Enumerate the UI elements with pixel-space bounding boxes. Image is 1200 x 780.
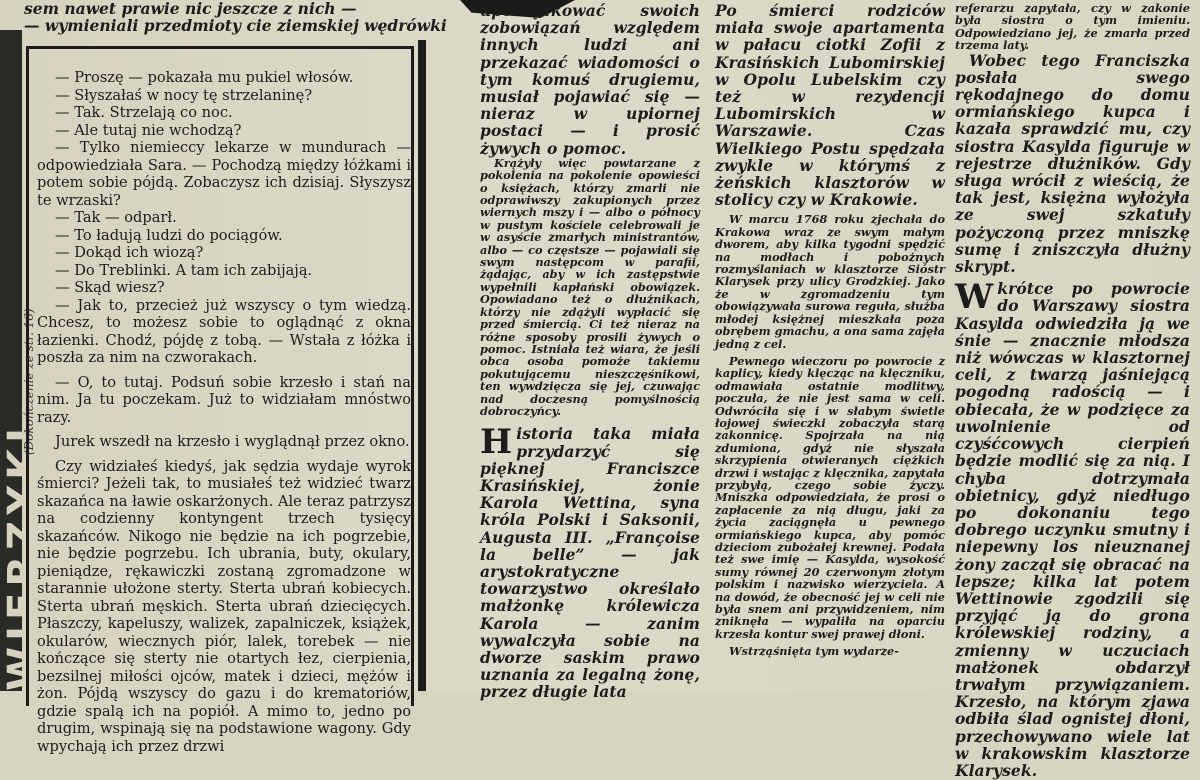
- tail-line-1: sem nawet prawie nic jeszcze z nich —: [24, 0, 357, 18]
- story-text: istoria taka miała przydarzyć się pięknej Franciszce Krasińskiej, żonie Karola Wettina, syna króla Polski i Saksonii, Augusta III. „Françoise la belle” — jak arystokratyczne towarzystwo określało małżonkę królewicza Karola — zanim wywalczyła sobie na dworze saskim prawo uznania za legalną żonę, przez długie lata: [480, 424, 700, 702]
- article-column-2: [715, 2, 945, 658]
- dialog-line: — Skąd wiesz?: [55, 279, 165, 296]
- tail-line-2: — wymieniali przedmioty cie ziemskiej wędrówki: [24, 16, 447, 35]
- continuation-note: (Dokończenie ze str. 16): [22, 308, 36, 455]
- column-small-text: referarzu zapytała, czy w zakonie była siostra o tym imieniu. Odpowiedziano jej, że zmarła przed trzema laty.: [955, 1, 1190, 53]
- article-frame-rule: [418, 40, 426, 691]
- story-text: krótce po powrocie do Warszawy siostra Kasylda odwiedziła ją we śnie — znacznie młodsza niż wówczas w klasztornej celi, z twarzą jaśniejącą pogodną radością — i obiecała, że w podzięce za uwolnienie od czyśćcowych cierpień będzie modlić się za nią. I chyba dotrzymała obietnicy, gdyż niedługo po dokonaniu tego dobrego uczynku smutny i niepewny los nieuznanej żony zaczął się obracać na lepsze; kilka lat potem Wettinowie zgodzili się przyjąć ją do grona królewskiej rodziny, a zmienny w uczuciach małżonek obdarzył trwałym przywiązaniem. Krzesło, na którym zjawa odbiła ślad ognistej dłoni, przechowywano wiele lat w krakowskim klasztorze Klarysek.: [955, 279, 1190, 780]
- dialog-line: — Ale tutaj nie wchodzą?: [55, 121, 242, 139]
- article-column-3: [955, 2, 1190, 779]
- boxed-story-column: [26, 46, 414, 755]
- story-paragraph: Jurek wszedł na krzesło i wyglądnął przez okno.: [55, 433, 410, 450]
- story-paragraph: [955, 277, 1190, 780]
- dialog-line: — O, to tutaj. Podsuń sobie krzesło i stań na nim. Ja tu poczekam. Już to widziałam mnóstwo razy.: [37, 373, 411, 426]
- dialog-line: — Dokąd ich wiozą?: [55, 244, 204, 261]
- column-lead: uporządkować swoich zobowiązań względem innych ludzi ani przekazać wiadomości o tym komuś drugiemu, musiał pojawiać się — nieraz w upiornej postaci — i prosić żywych o pomoc.: [480, 1, 700, 158]
- dialog-line: — Tylko niemieccy lekarze w mundurach — odpowiedziała Sara. — Pochodzą między łóżkami i potem sobie pójdą. Zobaczysz ich dzisiaj. Słyszysz te wrzaski?: [37, 139, 411, 209]
- story-paragraph: [480, 422, 700, 702]
- dialog-line: — Słyszałaś w nocy tę strzelaninę?: [55, 86, 313, 104]
- dialog-line: — Tak. Strzelają co noc.: [55, 104, 233, 121]
- article-column-1: [480, 2, 700, 701]
- column-small-text: Krążyły więc powtarzane z pokolenia na pokolenie opowieści o księżach, którzy zmarli nie odprawiwszy zakupionych przez wiernych mszy i — albo o północy w pustym kościele celebrowali je w asyście zmarłych ministrantów, albo — co częstsze — pojawiali się swym następcom w parafii, żądając, aby w ich zastępstwie wypełnili kapłański obowiązek. Opowiadano też o dłużnikach, którzy nie zdążyli wypłacić się przed śmiercią. Ci też nieraz na różne sposoby prosili żywych o pomoc. Istniała też wiara, że jeśli obca osoba pomoże takiemu pokutującemu nieszczęśnikowi, ten wywdzięcza się jej, czuwając nad doczesną pomyślnością dobroczyńcy.: [480, 155, 700, 418]
- drop-cap: W: [955, 277, 994, 318]
- column-small-text: W marcu 1768 roku zjechała do Krakowa wraz ze swym małym dworem, aby kilka tygodni spędzić na modłach i pobożnych rozmyślaniach w klasztorze Sióstr Klarysek przy ulicy Grodzkiej. Jako że w zgromadzeniu tym obowiązywała surowa reguła, służba młodej księżnej mieszkała poza obrębem gmachu, a ona sama zajęła jedną z cel.: [715, 212, 945, 351]
- drop-cap: H: [480, 422, 513, 463]
- dialog-line: — Do Treblinki. A tam ich zabijają.: [55, 261, 313, 279]
- dialog-line: — Tak — odparł.: [55, 209, 177, 226]
- banner-title: WIERZYKI: [0, 422, 46, 691]
- previous-article-tail: [24, 0, 454, 34]
- dialog-line: — Jak to, przecież już wszyscy o tym wiedzą. Chcesz, to możesz sobie to oglądnąć z okna łazienki. Chodź, pójdę z tobą. — Wstała z łóżka i poszła za nim na czworakach.: [37, 296, 411, 366]
- dialog-line: — Proszę — pokazała mu pukiel włosów.: [55, 69, 354, 86]
- column-lead: Wobec tego Franciszka posłała swego rękodajnego do domu ormiańskiego kupca i kazała sprawdzić mu, czy siostra Kasylda figuruje w rejestrze dłużników. Gdy sługa wrócił z wieścią, że tak jest, księżna wyłożyła ze swej szkatuły pożyczoną przez mniszkę sumę i zniszczyła dłużny skrypt.: [955, 50, 1190, 277]
- dialog-line: — To ładują ludzi do pociągów.: [55, 226, 283, 244]
- column-lead: Po śmierci rodziców miała swoje apartamenta w pałacu ciotki Zofii z Krasińskich Lubomirskiej w Opolu Lubelskim czy też w rezydencji Lubomirskich w Warszawie. Czas Wielkiego Postu spędzała zwykle w którymś z żeńskich klasztorów w stolicy czy w Krakowie.: [715, 1, 945, 210]
- column-small-text: Pewnego wieczoru po powrocie z kaplicy, kiedy klęcząc na klęczniku, odmawiała ostatnie modlitwy, poczuła, że nie jest sama w celi. Odwróciła się i w słabym świetle łojowej świeczki zobaczyła starą zakonnicę. Spojrzała na nią zdumiona, gdyż nie słyszała skrzypienia otwieranych ciężkich drzwi i wstając z klęcznika, zapytała przybyłą, czego sobie życzy. Mniszka odpowiedziała, że prosi o zapłacenie za nią długu, jaki za życia zaciągnęła u pewnego ormiańskiego kupca, aby pomóc dzieciom zubożałej krewnej. Podała też swe imię — Kasylda, wysokość sumy równej 20 czerwonym złotym polskim i nazwisko wierzyciela. A na dowód, że obecność jej w celi nie była snem ani przywidzeniem, nim zniknęła — wypaliła na oparciu krzesła kontur swej prawej dłoni.: [715, 353, 945, 641]
- story-paragraph: Czy widziałeś kiedyś, jak sędzia wydaje wyrok śmierci? Jeżeli tak, to musiałeś też widzieć twarz skazańca na ławie oskarżonych. Ale teraz patrzysz na codzienny kontyngent trzech tysięcy skazańców. Nikogo nie będzie na ich pogrzebie, nie będzie pogrzebu. Ich ubrania, buty, okulary, pieniądze, rękawiczki zostaną zgromadzone w starannie ułożone sterty. Sterta ubrań kobiecych. Sterta ubrań męskich. Sterta ubrań dziecięcych. Płaszczy, kapeluszy, walizek, zapalniczek, książek, okularów, wiecznych piór, lalek, torebek — nie kończące się sterty nie otartych łez, cierpienia, bezsilnej miłości ojców, matek i dzieci, mężów i żon. Pójdą wszyscy do gazu i do krematoriów, gdzie spalą ich na popiół. A mimo to, jedno po drugim, wspinają się na podstawione wagony. Gdy wpychają ich przez drzwi: [37, 457, 411, 755]
- column-small-text: Wstrząśnięta tym wydarze-: [729, 644, 899, 659]
